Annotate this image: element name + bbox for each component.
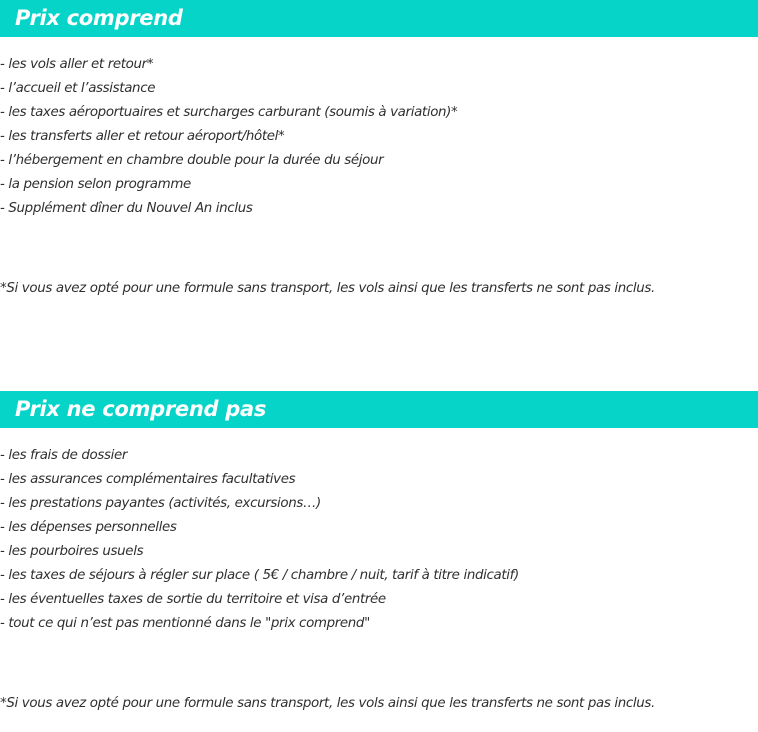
list-item: - les prestations payantes (activités, excursions…) [0, 496, 321, 511]
list-item: - les vols aller et retour* [0, 57, 154, 72]
list-item: - les taxes aéroportuaires et surcharges carburant (soumis à variation)* [0, 105, 458, 120]
list-item: - les transferts aller et retour aéroport/hôtel* [0, 129, 285, 144]
list-item: - la pension selon programme [0, 177, 191, 192]
list-item: - Supplément dîner du Nouvel An inclus [0, 201, 253, 216]
list-item: - les pourboires usuels [0, 544, 144, 559]
list-item: - les éventuelles taxes de sortie du territoire et visa d’entrée [0, 592, 386, 607]
included-section-title: Prix comprend [0, 0, 758, 37]
included-items-list [0, 53, 457, 221]
list-item: - les dépenses personnelles [0, 520, 177, 535]
list-item: - les assurances complémentaires facultatives [0, 472, 296, 487]
included-footnote: *Si vous avez opté pour une formule sans transport, les vols ainsi que les transferts ne sont pas inclus. [0, 281, 655, 296]
list-item: - les frais de dossier [0, 448, 128, 463]
excluded-items-list [0, 444, 519, 636]
list-item: - tout ce qui n’est pas mentionné dans le "prix comprend" [0, 616, 370, 631]
list-item: - les taxes de séjours à régler sur place ( 5€ / chambre / nuit, tarif à titre indicatif) [0, 568, 519, 583]
list-item: - l’hébergement en chambre double pour la durée du séjour [0, 153, 384, 168]
excluded-footnote: *Si vous avez opté pour une formule sans transport, les vols ainsi que les transferts ne sont pas inclus. [0, 696, 655, 711]
excluded-section-title: Prix ne comprend pas [0, 391, 758, 428]
list-item: - l’accueil et l’assistance [0, 81, 156, 96]
